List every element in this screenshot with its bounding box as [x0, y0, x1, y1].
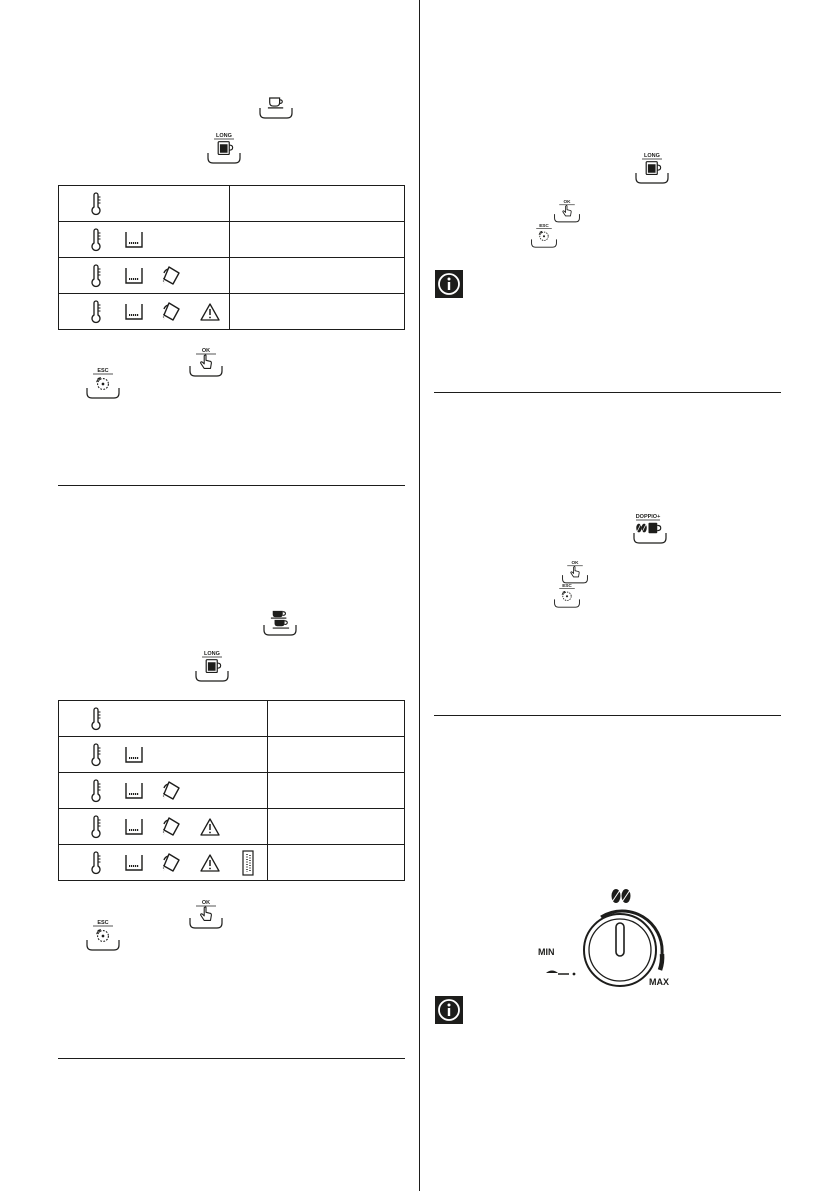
thermometer-icon [77, 779, 115, 803]
description-cell [268, 809, 405, 845]
description-cell [230, 258, 405, 294]
svg-text:DOPPIO+: DOPPIO+ [635, 514, 661, 520]
ok-button-icon [553, 198, 581, 224]
grinder-knob-icon [536, 884, 686, 992]
svg-text:OK: OK [201, 348, 211, 354]
status-table-1 [58, 185, 405, 330]
table-row [59, 773, 405, 809]
icon-cell [59, 845, 268, 881]
svg-text:LONG: LONG [644, 153, 660, 159]
table-row [59, 258, 405, 294]
esc-button-icon [85, 366, 121, 400]
table-row [59, 222, 405, 258]
section-divider [58, 485, 405, 486]
milk-jug-icon [153, 851, 191, 875]
esc-button-icon [85, 918, 121, 952]
description-cell [268, 845, 405, 881]
section-divider [434, 715, 781, 716]
knob-max-label: MAX [649, 977, 669, 987]
decalcify-icon [229, 851, 267, 875]
water-tank-icon [115, 815, 153, 839]
svg-text:ESC: ESC [97, 920, 109, 926]
esc-button-icon [530, 222, 558, 249]
table-row [59, 737, 405, 773]
warning-triangle-icon [191, 851, 229, 875]
description-cell [268, 773, 405, 809]
description-cell [268, 737, 405, 773]
water-tank-icon [115, 779, 153, 803]
thermometer-icon [77, 264, 115, 288]
long-button-label: LONG [216, 133, 232, 139]
water-tank-icon [115, 743, 153, 767]
description-cell [230, 222, 405, 258]
svg-text:ESC: ESC [562, 582, 572, 588]
svg-text:OK: OK [563, 199, 571, 205]
milk-jug-icon [153, 264, 191, 288]
table-row [59, 809, 405, 845]
thermometer-icon [77, 192, 115, 216]
knob-min-label: MIN [538, 947, 555, 957]
table-row [59, 186, 405, 222]
icon-cell [59, 294, 230, 330]
icon-cell [59, 258, 230, 294]
esc-button-icon [553, 582, 581, 609]
description-cell [230, 186, 405, 222]
thermometer-icon [77, 707, 115, 731]
water-tank-icon [115, 851, 153, 875]
svg-text:ESC: ESC [97, 368, 109, 374]
espresso-cup-button-icon [258, 94, 294, 120]
status-table-2 [58, 700, 405, 881]
description-cell [268, 701, 405, 737]
icon-cell [59, 809, 268, 845]
section-divider [58, 1058, 405, 1059]
warning-triangle-icon [191, 815, 229, 839]
icon-cell [59, 773, 268, 809]
table-row [59, 294, 405, 330]
long-coffee-button-icon [634, 151, 670, 185]
description-cell [230, 294, 405, 330]
ok-button-icon [188, 898, 224, 930]
water-tank-icon [115, 300, 153, 324]
thermometer-icon [77, 300, 115, 324]
thermometer-icon [77, 815, 115, 839]
icon-cell [59, 222, 230, 258]
table-row [59, 845, 405, 881]
thermometer-icon [77, 228, 115, 252]
svg-text:OK: OK [201, 900, 211, 906]
warning-triangle-icon [191, 300, 229, 324]
section-divider [434, 392, 781, 393]
ok-button-icon [188, 346, 224, 378]
icon-cell [59, 701, 268, 737]
svg-text:OK: OK [571, 560, 579, 566]
info-icon [435, 996, 463, 1024]
long-coffee-button-icon [194, 649, 230, 683]
milk-jug-icon [153, 300, 191, 324]
thermometer-icon [77, 851, 115, 875]
thermometer-icon [77, 743, 115, 767]
water-tank-icon [115, 228, 153, 252]
info-icon [435, 270, 463, 298]
icon-cell [59, 737, 268, 773]
water-tank-icon [115, 264, 153, 288]
svg-text:LONG: LONG [204, 651, 220, 657]
milk-jug-icon [153, 815, 191, 839]
milk-jug-icon [153, 779, 191, 803]
doppio-plus-button-icon [630, 511, 670, 545]
double-cup-button-icon [262, 608, 298, 636]
table-row [59, 701, 405, 737]
long-coffee-button-icon [206, 131, 242, 165]
icon-cell [59, 186, 230, 222]
column-divider [419, 0, 420, 1191]
svg-text:ESC: ESC [539, 222, 549, 228]
